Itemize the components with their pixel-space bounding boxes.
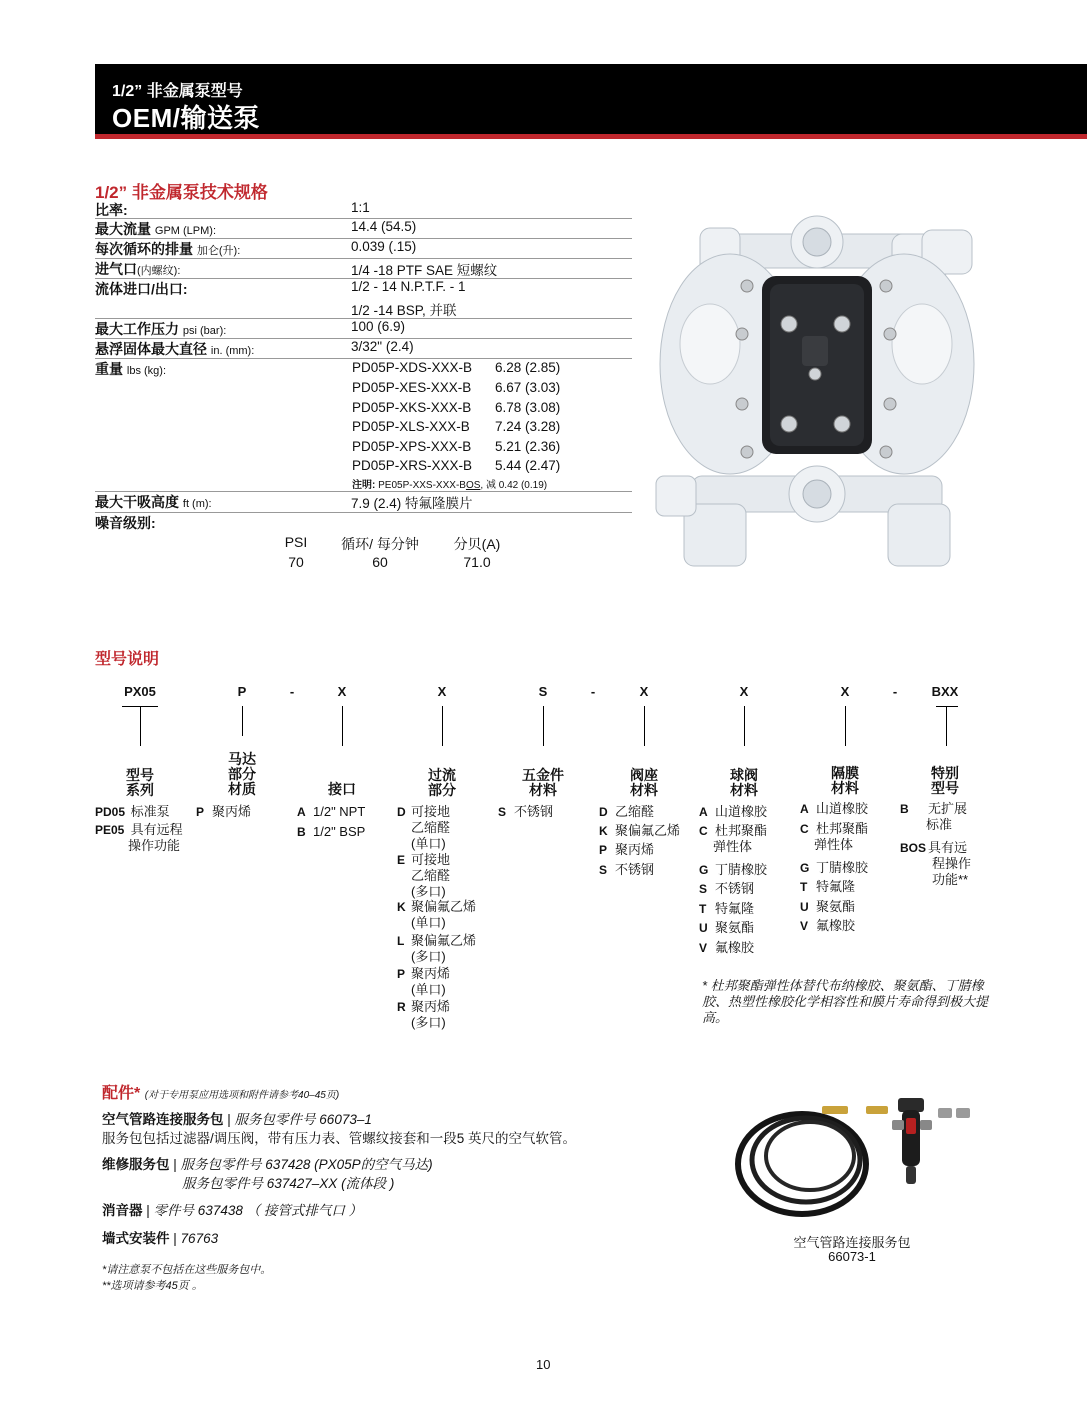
connector-line — [744, 706, 745, 746]
air-kit-line: 空气管路连接服务包 | 服务包零件号 66073–1 — [102, 1112, 372, 1127]
spec-value: 14.4 (54.5) — [351, 219, 417, 234]
col-header-wetted: 过流 部分 — [428, 767, 456, 798]
connector-line — [242, 706, 243, 736]
pump-photo — [652, 214, 978, 580]
connector-line — [946, 706, 947, 746]
weight-note: 注明: PE05P-XXS-XXX-BOS, 减 0.42 (0.19) — [352, 480, 548, 491]
spec-value: 1/2 -14 BSP, 并联 — [351, 303, 457, 318]
option-diaphragm-g: G 丁腈橡胶 — [800, 860, 869, 875]
material-footnote: * 杜邦聚酯弹性体替代布纳橡胶、聚氨酯、丁腈橡胶、热塑性橡胶化学相容性和膜片寿命得到极大提高。 — [702, 978, 989, 1025]
code-series: PX05 — [124, 684, 156, 699]
header-title: OEM/输送泵 — [112, 103, 260, 133]
col-header-special: 特别 型号 — [931, 765, 959, 796]
option-diaphragm-t: T 特氟隆 — [800, 879, 856, 894]
option-diaphragm-u: U 聚氨酯 — [800, 899, 856, 914]
code-dash: - — [892, 684, 898, 699]
kit-caption-title: 空气管路连接服务包 — [793, 1235, 911, 1250]
spec-label: 最大工作压力 psi (bar): — [95, 321, 227, 337]
option-port-b: B 1/2" BSP — [297, 824, 366, 839]
weight-row: PD05P-XLS-XXX-B 7.24 (3.28) — [352, 419, 561, 434]
spec-row-max-solid — [95, 339, 632, 359]
col-header-hardware: 五金件 材料 — [522, 767, 564, 798]
connector-line — [644, 706, 645, 746]
noise-value-psi: 70 — [288, 554, 304, 570]
code-port: X — [337, 684, 347, 699]
connector-line — [342, 706, 343, 746]
option-motor-p: P 聚丙烯 — [196, 804, 252, 819]
option-ball-s: S 不锈钢 — [699, 881, 755, 896]
spec-label: 重量 lbs (kg): — [95, 361, 167, 377]
option-wetted-r: R 聚丙烯 (多口) — [397, 999, 451, 1030]
spec-row-noise — [95, 513, 632, 533]
repair-kit-line2: 服务包零件号 637427–XX (流体段 ) — [182, 1176, 395, 1191]
noise-header-db: 分贝(A) — [453, 536, 501, 552]
option-diaphragm-v: V 氟橡胶 — [800, 918, 856, 933]
col-header-port: 接口 — [328, 781, 356, 797]
weight-row: PD05P-XPS-XXX-B 5.21 (2.36) — [352, 439, 561, 454]
spec-value: 3/32" (2.4) — [351, 339, 414, 354]
spec-label: 进气口(内螺纹): — [95, 261, 181, 277]
code-motor: P — [237, 684, 247, 699]
weight-row: PD05P-XDS-XXX-B 6.28 (2.85) — [352, 360, 561, 375]
col-header-motor: 马达 部分 材质 — [228, 751, 256, 797]
header-subtitle: 1/2” 非金属泵型号 — [112, 83, 243, 100]
option-wetted-k: K 聚偏氟乙烯 (单口) — [397, 899, 477, 930]
spec-value: 1:1 — [351, 200, 370, 215]
col-header-series: 型号 系列 — [126, 767, 154, 798]
option-wetted-d: D 可接地 乙缩醛 (单口) — [397, 804, 451, 851]
code-ball: X — [739, 684, 749, 699]
option-diaphragm-c: C 杜邦聚酯 弹性体 — [800, 821, 869, 852]
weight-row: PD05P-XRS-XXX-B 5.44 (2.47) — [352, 458, 561, 473]
noise-header-psi: PSI — [284, 534, 308, 550]
code-seat: X — [639, 684, 649, 699]
option-diaphragm-a: A 山道橡胶 — [800, 801, 869, 816]
option-seat-d: D 乙缩醛 — [599, 804, 655, 819]
spec-row-air-inlet — [95, 259, 632, 279]
spec-value: 1/2 - 14 N.P.T.F. - 1 — [351, 279, 466, 294]
spec-row-suction — [95, 492, 632, 513]
option-wetted-e: E 可接地 乙缩醛 (多口) — [397, 852, 451, 899]
accessory-footnote-2: **选项请参考45页 。 — [102, 1280, 203, 1292]
option-ball-t: T 特氟隆 — [699, 901, 755, 916]
connector-bar — [936, 706, 958, 707]
option-ball-c: C 杜邦聚酯 弹性体 — [699, 823, 768, 854]
option-port-a: A 1/2" NPT — [297, 804, 366, 819]
option-ball-u: U 聚氨酯 — [699, 920, 755, 935]
code-dash: - — [590, 684, 596, 699]
option-ball-g: G 丁腈橡胶 — [699, 862, 768, 877]
code-diaphragm: X — [840, 684, 850, 699]
option-special-bos: BOS 具有远 程操作 功能** — [900, 840, 972, 887]
noise-header-cpm: 循环/ 每分钟 — [341, 536, 419, 552]
option-seat-p: P 聚丙烯 — [599, 842, 655, 857]
option-seat-k: K 聚偏氟乙烯 — [599, 823, 681, 838]
muffler-line: 消音器 | 零件号 637438 （ 接管式排气口 ） — [102, 1203, 363, 1218]
spec-title: 1/2” 非金属泵技术规格 — [95, 183, 268, 202]
option-wetted-p: P 聚丙烯 (单口) — [397, 966, 451, 997]
kit-caption-number: 66073-1 — [828, 1249, 876, 1264]
accessories-title: 配件* (对于专用泵应用选项和附件请参考40–45页) — [102, 1085, 340, 1102]
option-ball-a: A 山道橡胶 — [699, 804, 768, 819]
spec-label: 悬浮固体最大直径 in. (mm): — [95, 341, 255, 357]
option-series-pe05: PE05 具有远程 操作功能 — [95, 822, 183, 853]
connector-line — [140, 706, 141, 746]
option-special-b: B 无扩展 标准 — [900, 801, 968, 832]
spec-value: 100 (6.9) — [351, 319, 406, 334]
page-number: 10 — [536, 1357, 551, 1372]
spec-label: 最大干吸高度 ft (m): — [95, 494, 212, 510]
col-header-diaphragm: 隔膜 材料 — [831, 765, 859, 796]
spec-label: 噪音级别: — [95, 515, 156, 531]
option-hardware-s: S 不锈钢 — [498, 804, 554, 819]
spec-label: 比率: — [95, 202, 128, 218]
code-dash: - — [289, 684, 295, 699]
spec-value: 0.039 (.15) — [351, 239, 417, 254]
spec-row-ratio — [95, 200, 632, 219]
spec-label: 每次循环的排量 加仑(升): — [95, 241, 241, 257]
spec-label: 流体进口/出口: — [95, 281, 188, 297]
noise-value-cpm: 60 — [372, 554, 388, 570]
accessory-footnote-1: *请注意泵不包括在这些服务包中。 — [102, 1264, 272, 1276]
connector-line — [543, 706, 544, 746]
air-line-kit-photo — [732, 1098, 972, 1224]
spec-label: 最大流量 GPM (LPM): — [95, 221, 217, 237]
spec-row-flow — [95, 219, 632, 239]
spec-row-displacement — [95, 239, 632, 259]
option-ball-v: V 氟橡胶 — [699, 940, 755, 955]
spec-row-fluid-port — [95, 279, 632, 319]
code-wetted: X — [437, 684, 447, 699]
code-special: BXX — [931, 684, 959, 699]
spec-value: 1/4 -18 PTF SAE 短螺纹 — [351, 263, 498, 278]
option-series-pd05: PD05 标准泵 — [95, 804, 170, 819]
col-header-ball: 球阀 材料 — [730, 767, 758, 798]
air-kit-desc: 服务包包括过滤器/调压阀，带有压力表、管螺纹接套和一段5 英尺的空气软管。 — [102, 1131, 577, 1146]
option-seat-s: S 不锈钢 — [599, 862, 655, 877]
spec-row-max-pressure — [95, 319, 632, 339]
wall-mount-line: 墙式安装件 | 76763 — [102, 1231, 219, 1246]
weight-row: PD05P-XKS-XXX-B 6.78 (3.08) — [352, 400, 561, 415]
connector-line — [845, 706, 846, 746]
weight-row: PD05P-XES-XXX-B 6.67 (3.03) — [352, 380, 561, 395]
col-header-seat: 阀座 材料 — [630, 767, 658, 798]
repair-kit-line: 维修服务包 | 服务包零件号 637428 (PX05P的空气马达) — [102, 1157, 433, 1172]
spec-value: 7.9 (2.4) 特氟隆膜片 — [351, 496, 473, 511]
noise-value-db: 71.0 — [463, 554, 491, 570]
model-code-title: 型号说明 — [95, 651, 160, 668]
option-wetted-l: L 聚偏氟乙烯 (多口) — [397, 933, 477, 964]
code-hardware: S — [538, 684, 548, 699]
connector-line — [442, 706, 443, 746]
